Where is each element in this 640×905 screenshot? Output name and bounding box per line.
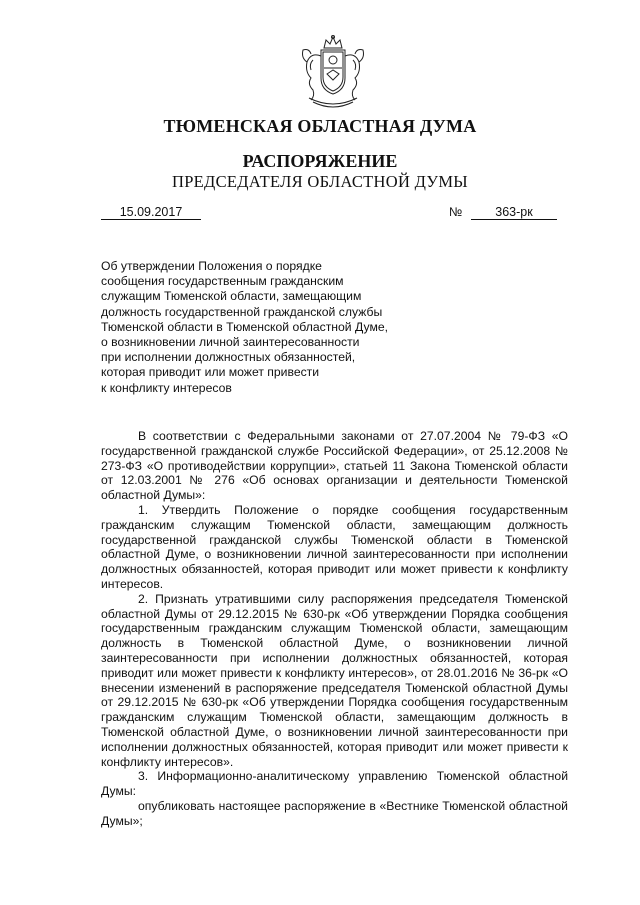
number-sign: №	[449, 205, 463, 219]
subject-line: которая приводит или может привести	[101, 365, 320, 380]
subject-line: служащим Тюменской области, замещающим	[101, 289, 362, 304]
subject-line: о возникновении личной заинтересованности	[101, 335, 360, 350]
subject-line: при исполнении должностных обязанностей,	[101, 350, 356, 365]
document-subject	[101, 259, 401, 396]
document-body	[101, 429, 568, 829]
document-number: 363-рк	[471, 205, 557, 220]
document-issuer: ПРЕДСЕДАТЕЛЯ ОБЛАСТНОЙ ДУМЫ	[171, 172, 468, 191]
document-date: 15.09.2017	[101, 205, 201, 220]
clause-3-paragraph: 3. Информационно-аналитическому управлению Тюменской областной Думы:	[101, 769, 568, 799]
clause-1-paragraph: 1. Утвердить Положение о порядке сообщения государственным гражданским служащим Тюменской области, замещающим должность государственной гражданской службы Тюменской области в Тюменской областной Думе, о возникновении личной заинтересованности при исполнении должностных обязанностей, которая приводит или может привести к конфликту интересов.	[101, 502, 568, 591]
clause-2-paragraph: 2. Признать утратившими силу распоряжения председателя Тюменской областной Думы от 29.12.2015 № 630-рк «Об утверждении Порядка сообщения государственным гражданским служащим Тюменской области, замещающим должность в Тюменской областной Думе, о возникновении личной заинтересованности при исполнении должностных обязанностей, которая приводит или может привести к конфликту интересов», от 28.01.2016 № 36-рк «О внесении изменений в распоряжение председателя Тюменской областной Думы от 29.12.2015 № 630-рк «Об утверждении Порядка сообщения государственным гражданским служащим Тюменской области, замещающим должность в Тюменской областной Думе, о возникновении личной заинтересованности при исполнении должностных обязанностей, которая приводит или может привести к конфликту интересов».	[101, 591, 568, 769]
org-title: ТЮМЕНСКАЯ ОБЛАСТНАЯ ДУМА	[163, 116, 477, 136]
document-type: РАСПОРЯЖЕНИЕ	[242, 151, 398, 171]
subject-line: Об утверждении Положения о порядке	[101, 259, 322, 273]
subject-line: должность государственной гражданской службы	[101, 304, 383, 319]
subject-line: Тюменской области в Тюменской областной Думе,	[101, 319, 388, 334]
preamble-paragraph: В соответствии с Федеральными законами от 27.07.2004 № 79-ФЗ «О государственной гражданской службе Российской Федерации», от 25.12.2008 № 273-ФЗ «О противодействии коррупции», статьей 11 Закона Тюменской области от 12.03.2001 № 276 «Об основах организации и деятельности Тюменской областной Думы»:	[101, 429, 568, 503]
document-number-block	[449, 205, 557, 220]
subject-line: сообщения государственным гражданским	[101, 274, 344, 289]
coat-of-arms-icon	[293, 34, 373, 112]
clause-3-subparagraph: опубликовать настоящее распоряжение в «Вестнике Тюменской областной Думы»;	[101, 798, 568, 828]
subject-line: к конфликту интересов	[101, 380, 232, 395]
